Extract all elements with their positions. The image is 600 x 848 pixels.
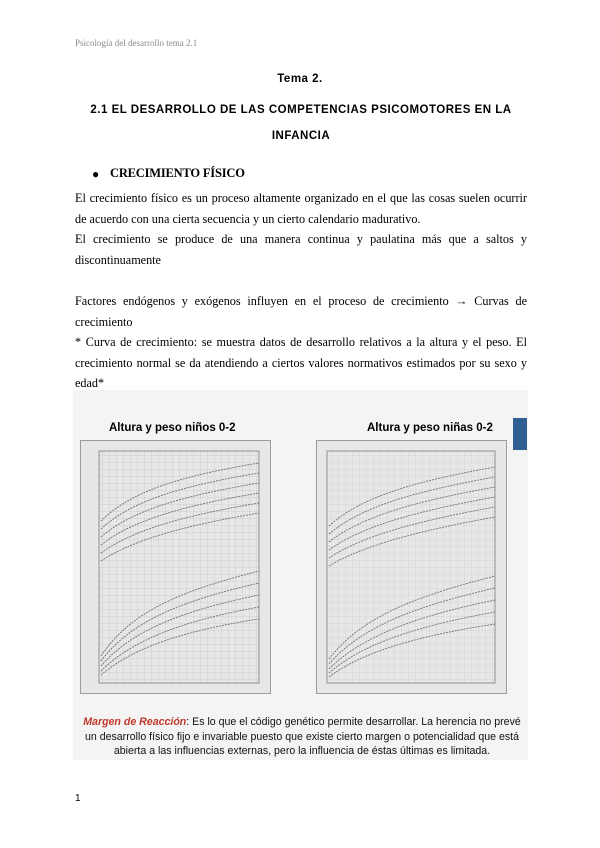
- page-number: 1: [75, 793, 81, 804]
- paragraph-3: Factores endógenos y exógenos influyen en el proceso de crecimiento → Curvas de crecimiento: [75, 294, 527, 329]
- boys-chart-title: Altura y peso niños 0-2: [109, 422, 236, 434]
- paragraph-1: El crecimiento físico es un proceso altamente organizado en el que las cosas suelen ocurrir de acuerdo con una cierta secuencia y un cierto calendario madurativo.: [75, 191, 527, 226]
- topic-title: Tema 2.: [277, 73, 323, 85]
- figure-caption: [79, 715, 525, 759]
- caption-term: Margen de Reacción: [83, 716, 187, 728]
- caption-text: : Es lo que el código genético permite desarrollar. La herencia no prevé un desarrollo físico fijo e invariable puesto que existe cierto margen o potencialidad que está abierta a las influencias externas, pero la influencia de éstas últimas es limitada.: [84, 716, 521, 757]
- girls-growth-chart-image: [316, 440, 507, 694]
- growth-charts-figure: [73, 390, 528, 760]
- running-header: Psicología del desarrollo tema 2.1: [75, 38, 198, 48]
- logo-icon: [513, 418, 527, 450]
- girls-chart-title: Altura y peso niñas 0-2: [367, 422, 493, 434]
- boys-growth-chart-image: [80, 440, 271, 694]
- paragraph-2: El crecimiento se produce de una manera continua y paulatina más que a saltos y discontinuamente: [75, 232, 527, 267]
- section-heading: CRECIMIENTO FÍSICO: [110, 166, 245, 180]
- bullet-icon: ●: [92, 167, 100, 181]
- section-title: 2.1 EL DESARROLLO DE LAS COMPETENCIAS PSICOMOTORES EN LA INFANCIA: [90, 104, 512, 142]
- paragraph-4: * Curva de crecimiento: se muestra datos de desarrollo relativos a la altura y el peso. El crecimiento normal se da atendiendo a ciertos valores normativos estimados por su sexo y edad*: [75, 335, 527, 390]
